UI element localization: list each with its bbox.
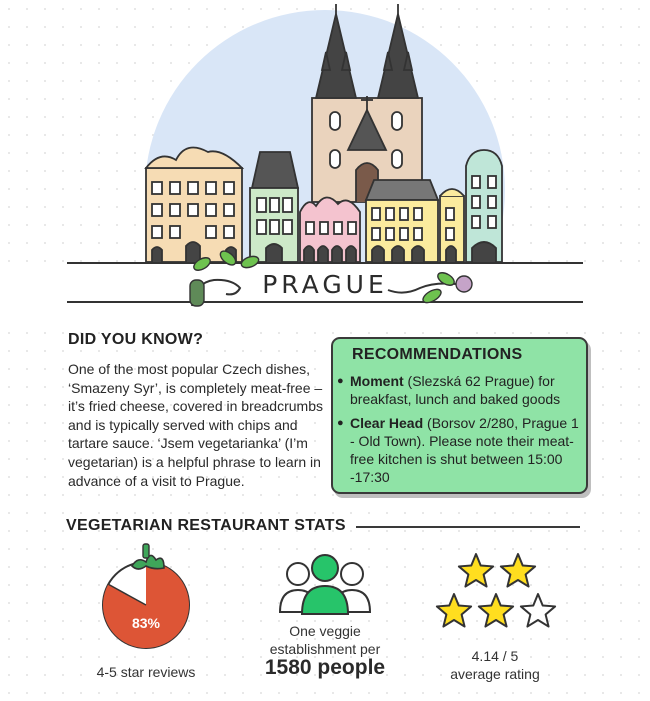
rating-value: 4.14 / 5: [471, 648, 519, 664]
recommendation-name: Moment: [350, 373, 404, 389]
city-title: PRAGUE: [262, 270, 388, 299]
recommendations-list: [337, 372, 582, 492]
star-filled-icon: [459, 554, 493, 587]
recommendations-heading: RECOMMENDATIONS: [352, 346, 523, 363]
people-caption: One veggie establishment per: [269, 623, 381, 657]
stats-heading: VEGETARIAN RESTAURANT STATS: [66, 517, 346, 534]
building-ornate-left: [146, 148, 242, 263]
rating-caption: [430, 647, 560, 683]
star-empty-icon: [521, 594, 555, 627]
reviews-caption: 4-5 star reviews: [96, 664, 196, 680]
recommendation-details: (Slezská 62 Prague) for breakfast, lunch and baked goods: [350, 373, 561, 407]
stats-heading-rule: [356, 526, 580, 528]
star-filled-icon: [501, 554, 535, 587]
recommendation-name: Clear Head: [350, 415, 424, 431]
star-filled-icon: [437, 594, 471, 627]
building-yellow: [366, 180, 464, 262]
reviews-percent: 83%: [131, 615, 161, 631]
did-you-know-body: One of the most popular Czech dishes, ‘Smazeny Syr’, is completely meat-free – it’s fried cheese, covered in breadcrumbs and is typically served with chips and tartare sauce. ‘Jsem vegetarianka’ (I’m vegetarian) is a helpful phrase to learn in advance of a visit to Prague.: [68, 361, 323, 489]
rating-label: average rating: [450, 666, 540, 682]
recommendation-item: [337, 372, 582, 408]
people-number: 1580 people: [264, 656, 386, 679]
recommendation-item: [337, 414, 582, 486]
building-mint: [466, 150, 502, 262]
recommendation-details: (Borsov 2/280, Prague 1 - Old Town). Please note their meat-free kitchen is shut between 15:00 -17:30: [350, 415, 579, 485]
star-filled-icon: [479, 594, 513, 627]
building-pink: [300, 197, 360, 262]
people-group-icon: [278, 552, 372, 618]
star-rating: [432, 550, 562, 636]
prague-skyline-illustration: [0, 0, 650, 320]
did-you-know-heading: DID YOU KNOW?: [68, 331, 204, 348]
tomato-pie-icon: [98, 542, 194, 652]
building-green: [250, 152, 298, 262]
